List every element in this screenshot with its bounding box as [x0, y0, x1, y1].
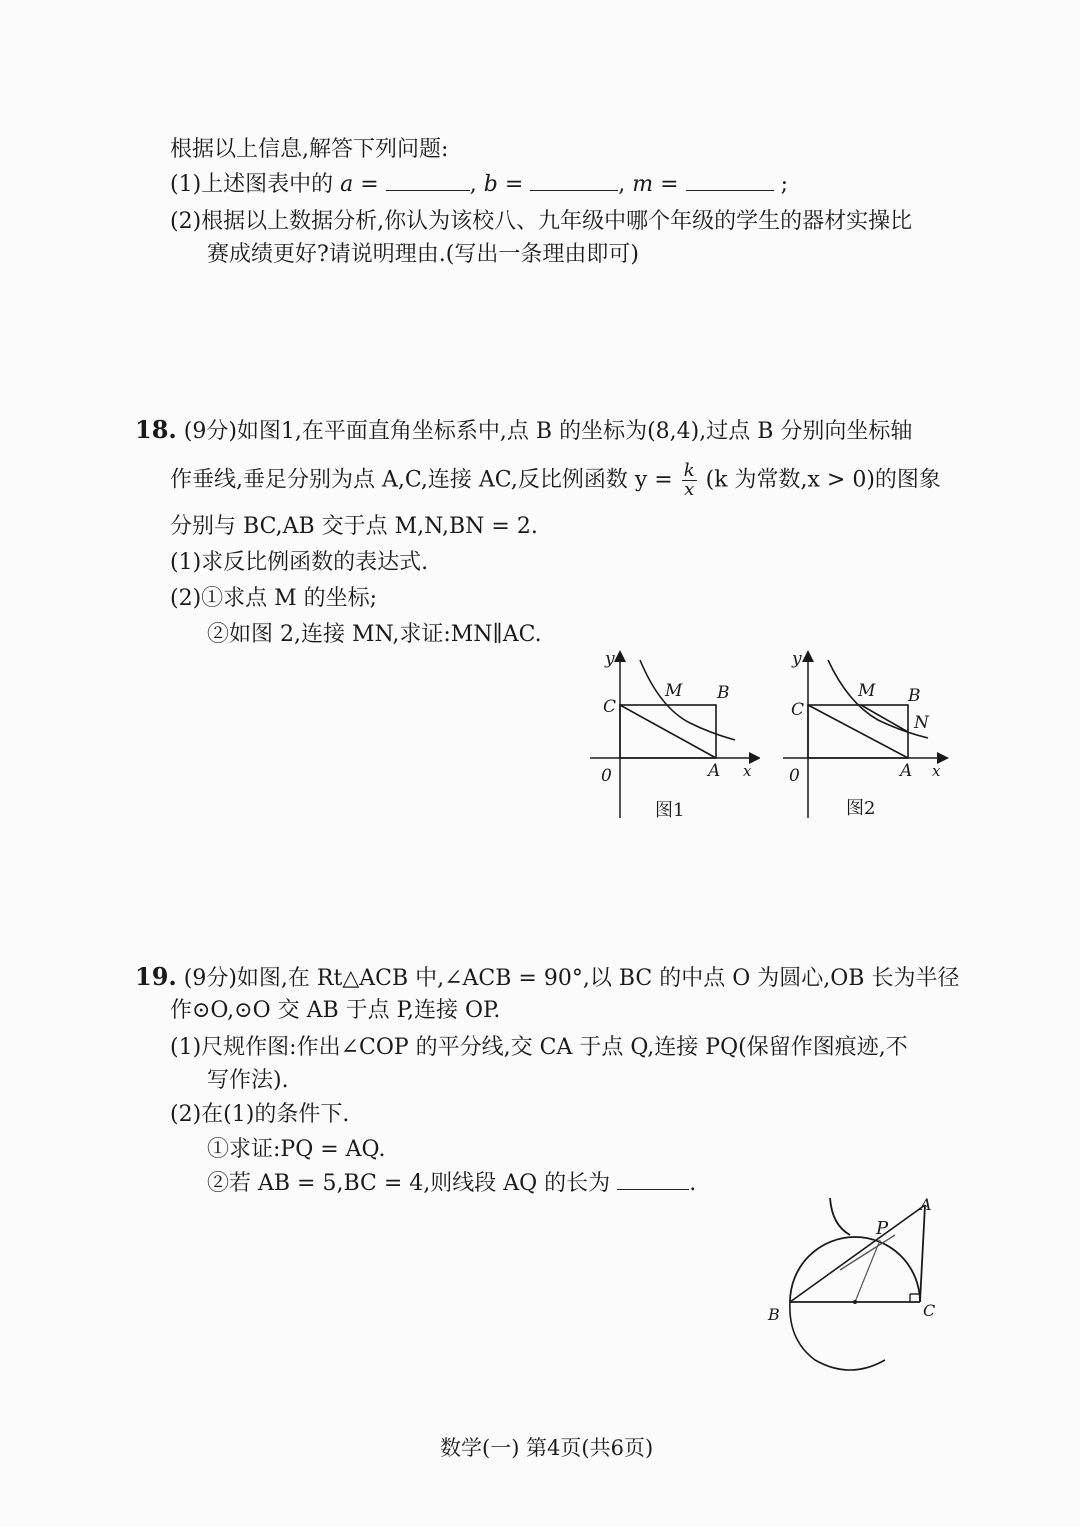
frac-numerator: k [683, 460, 695, 481]
q18-part2-1: (2)①求点 M 的坐标; [170, 586, 378, 611]
fig1-label-a: A [708, 761, 721, 781]
q19-part2-2-end: . [689, 1171, 697, 1196]
q19-segment-ca [920, 1205, 925, 1302]
comma-1: , [469, 172, 477, 197]
fig1-label-c: C [603, 697, 617, 717]
q18-number: 18. [135, 415, 177, 444]
comma-2: , [618, 172, 626, 197]
q19-part2-2 [207, 1169, 696, 1199]
fig1-caption: 图1 [655, 800, 685, 821]
fig2-label-y: y [792, 649, 802, 669]
var-b: b [483, 172, 498, 197]
fig2-segment-mn [861, 705, 908, 732]
fig2-segment-ac [808, 705, 908, 758]
fig2-label-n: N [914, 713, 929, 733]
var-m: m [632, 172, 654, 197]
figure-q19 [760, 1190, 950, 1380]
q18-line1-text: (9分)如图1,在平面直角坐标系中,点 B 的坐标为(8,4),过点 B 分别向坐标轴 [183, 419, 913, 444]
q19-construction-arc-bottom [790, 1302, 885, 1370]
blank-a[interactable] [386, 170, 470, 191]
blank-aq[interactable] [617, 1169, 689, 1190]
q19-line2: 作⊙O,⊙O 交 AB 于点 P,连接 OP. [170, 998, 501, 1023]
q19-semicircle [790, 1237, 920, 1302]
q19-bisector [840, 1235, 895, 1270]
q17-part1-prefix: (1)上述图表中的 [170, 172, 334, 197]
q19-line1-text: (9分)如图,在 Rt△ACB 中,∠ACB = 90°,以 BC 的中点 O 为圆心,OB 长为半径 [183, 966, 960, 991]
figure-2 [778, 648, 953, 828]
intro-text: 根据以上信息,解答下列问题: [170, 137, 449, 162]
q19-label-b: B [768, 1305, 780, 1324]
eq-b: = [504, 172, 524, 197]
q19-line1 [135, 962, 959, 994]
q17-part2-line2: 赛成绩更好?请说明理由.(写出一条理由即可) [207, 242, 639, 267]
page-footer: 数学(一) 第4页(共6页) [440, 1436, 654, 1460]
q19-label-p: P [876, 1218, 889, 1239]
q19-part1-line1: (1)尺规作图:作出∠COP 的平分线,交 CA 于点 Q,连接 PQ(保留作图痕迹,不 [170, 1035, 908, 1060]
fig2-label-b: B [908, 686, 921, 706]
q18-line2-b: (k 为常数,x > 0)的图象 [705, 467, 941, 493]
eq-m: = [660, 172, 679, 197]
blank-m[interactable] [686, 170, 774, 191]
q19-number: 19. [135, 962, 177, 991]
q18-line3: 分别与 BC,AB 交于点 M,N,BN = 2. [170, 514, 538, 539]
q19-part1-line2: 写作法). [207, 1068, 289, 1093]
fraction-k-over-x [682, 462, 697, 499]
fig2-label-m: M [858, 681, 876, 701]
q18-line2 [170, 462, 941, 499]
q17-part2-line1: (2)根据以上数据分析,你认为该校八、九年级中哪个年级的学生的器材实操比 [170, 209, 913, 234]
q17-part1 [170, 170, 788, 200]
q19-part2: (2)在(1)的条件下. [170, 1102, 350, 1127]
fig2-label-c: C [791, 700, 805, 720]
fig2-caption: 图2 [846, 798, 876, 819]
q19-part2-1: ①求证:PQ = AQ. [207, 1137, 386, 1162]
fig1-segment-ac [620, 705, 716, 758]
q19-label-a: A [920, 1195, 932, 1214]
q19-part2-2-text: ②若 AB = 5,BC = 4,则线段 AQ 的长为 [207, 1171, 611, 1196]
q19-construction-arc-top [830, 1198, 850, 1235]
fig2-label-a: A [900, 761, 913, 781]
q18-part1: (1)求反比例函数的表达式. [170, 550, 429, 575]
fig2-label-x: x [932, 762, 941, 780]
q19-label-c: C [923, 1301, 936, 1320]
fig2-label-o: 0 [789, 766, 800, 786]
q18-part2-2: ②如图 2,连接 MN,求证:MN∥AC. [207, 622, 542, 647]
q19-segment-ab [790, 1205, 925, 1302]
blank-b[interactable] [530, 170, 618, 191]
var-a: a [340, 172, 354, 197]
fig1-label-o: 0 [601, 766, 612, 786]
q18-line1 [135, 415, 912, 447]
q19-segment-op [855, 1240, 880, 1302]
q18-line2-a: 作垂线,垂足分别为点 A,C,连接 AC,反比例函数 y = [170, 467, 673, 493]
eq-a: = [360, 172, 379, 197]
figure-1 [585, 648, 760, 828]
fig1-label-b: B [717, 683, 730, 703]
fig1-label-x: x [743, 762, 752, 780]
end-semicolon: ; [780, 172, 788, 197]
fig1-label-m: M [665, 681, 683, 701]
fig1-label-y: y [605, 649, 615, 669]
frac-denominator: x [684, 479, 695, 500]
q19-center-point [853, 1300, 857, 1304]
